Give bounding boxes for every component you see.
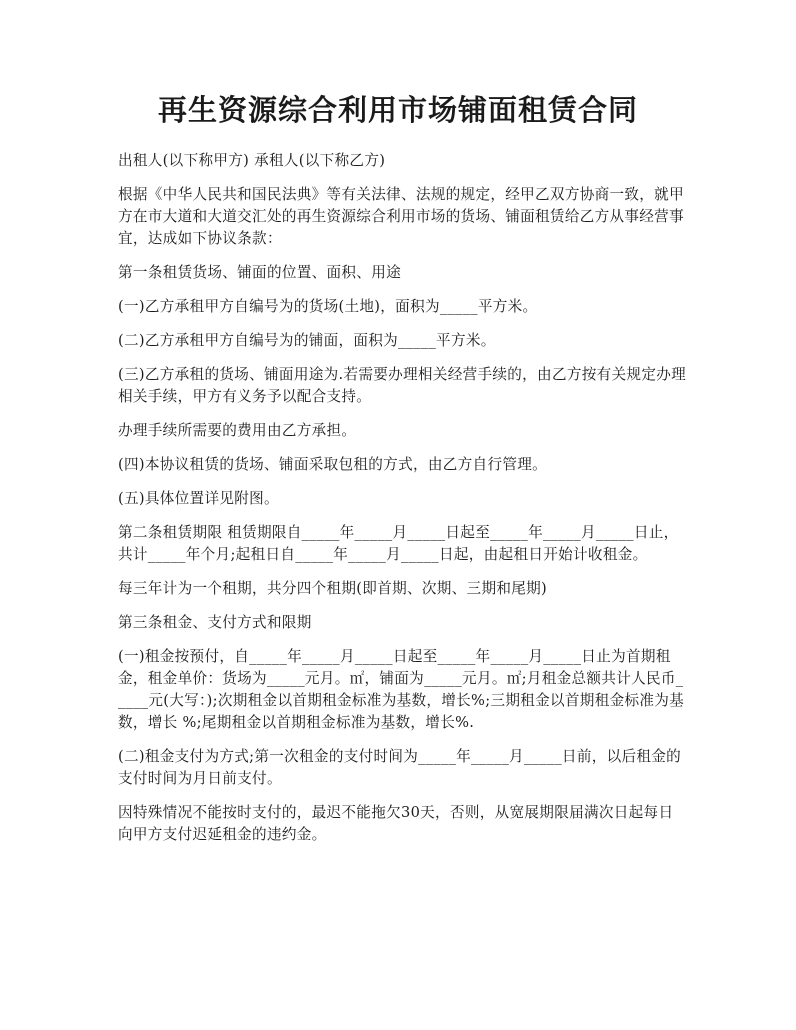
article-3-heading: 第三条租金、支付方式和限期	[118, 614, 312, 631]
article-1-clause-2: (二)乙方承租甲方自编号为的铺面，面积为_____平方米。	[118, 332, 496, 349]
article-3-late-payment: 因特殊情况不能按时支付的，最迟不能拖欠30天，否则，从宽展期限届满次日起每日向甲方支付迟延租金的违约金。	[118, 804, 674, 843]
parties-line: 出租人(以下称甲方) 承租人(以下称乙方)	[118, 152, 386, 169]
document-title: 再生资源综合利用市场铺面租赁合同	[157, 93, 638, 127]
article-3-clause-2: (二)租金支付为方式;第一次租金的支付时间为_____年_____月_____日前，以后租金的支付时间为月日前支付。	[118, 748, 682, 787]
article-1-clause-5: (五)具体位置详见附图。	[118, 490, 279, 507]
article-1-fees-note: 办理手续所需要的费用由乙方承担。	[118, 422, 357, 439]
article-1-clause-3: (三)乙方承租的货场、铺面用途为.若需要办理相关经营手续的，由乙方按有关规定办理相关手续，甲方有义务予以配合支持。	[118, 366, 686, 405]
preamble-paragraph: 根据《中华人民共和国民法典》等有关法律、法规的规定，经甲乙双方协商一致，就甲方在市大道和大道交汇处的再生资源综合利用市场的货场、铺面租赁给乙方从事经营事宜，达成如下协议条款：	[118, 186, 684, 247]
article-2-periods-note: 每三年计为一个租期，共分四个租期(即首期、次期、三期和尾期)	[118, 580, 548, 597]
document-body	[118, 150, 686, 858]
article-1-clause-4: (四)本协议租赁的货场、铺面采取包租的方式，由乙方自行管理。	[118, 456, 548, 473]
article-2-lease-term: 第二条租赁期限 租赁期限自_____年_____月_____日起至_____年_____月_____日止，共计_____年个月;起租日自_____年_____月_____日起，由起租日开始计收租金。	[118, 524, 679, 563]
article-1-heading: 第一条租赁货场、铺面的位置、面积、用途	[118, 264, 401, 281]
article-3-clause-1: (一)租金按预付，自_____年_____月_____日起至_____年_____月_____日止为首期租金，租金单价：货场为_____元月。㎡，铺面为_____元月。㎡;月租金总额共计人民币_____元(大写：);次期租金以首期租金标准为基数，增长%;三期租金以首期租金标准为基数，增长 %;尾期租金以首期租金标准为基数，增长%.	[118, 648, 685, 731]
article-1-clause-1: (一)乙方承租甲方自编号为的货场(土地)，面积为_____平方米。	[118, 298, 538, 315]
